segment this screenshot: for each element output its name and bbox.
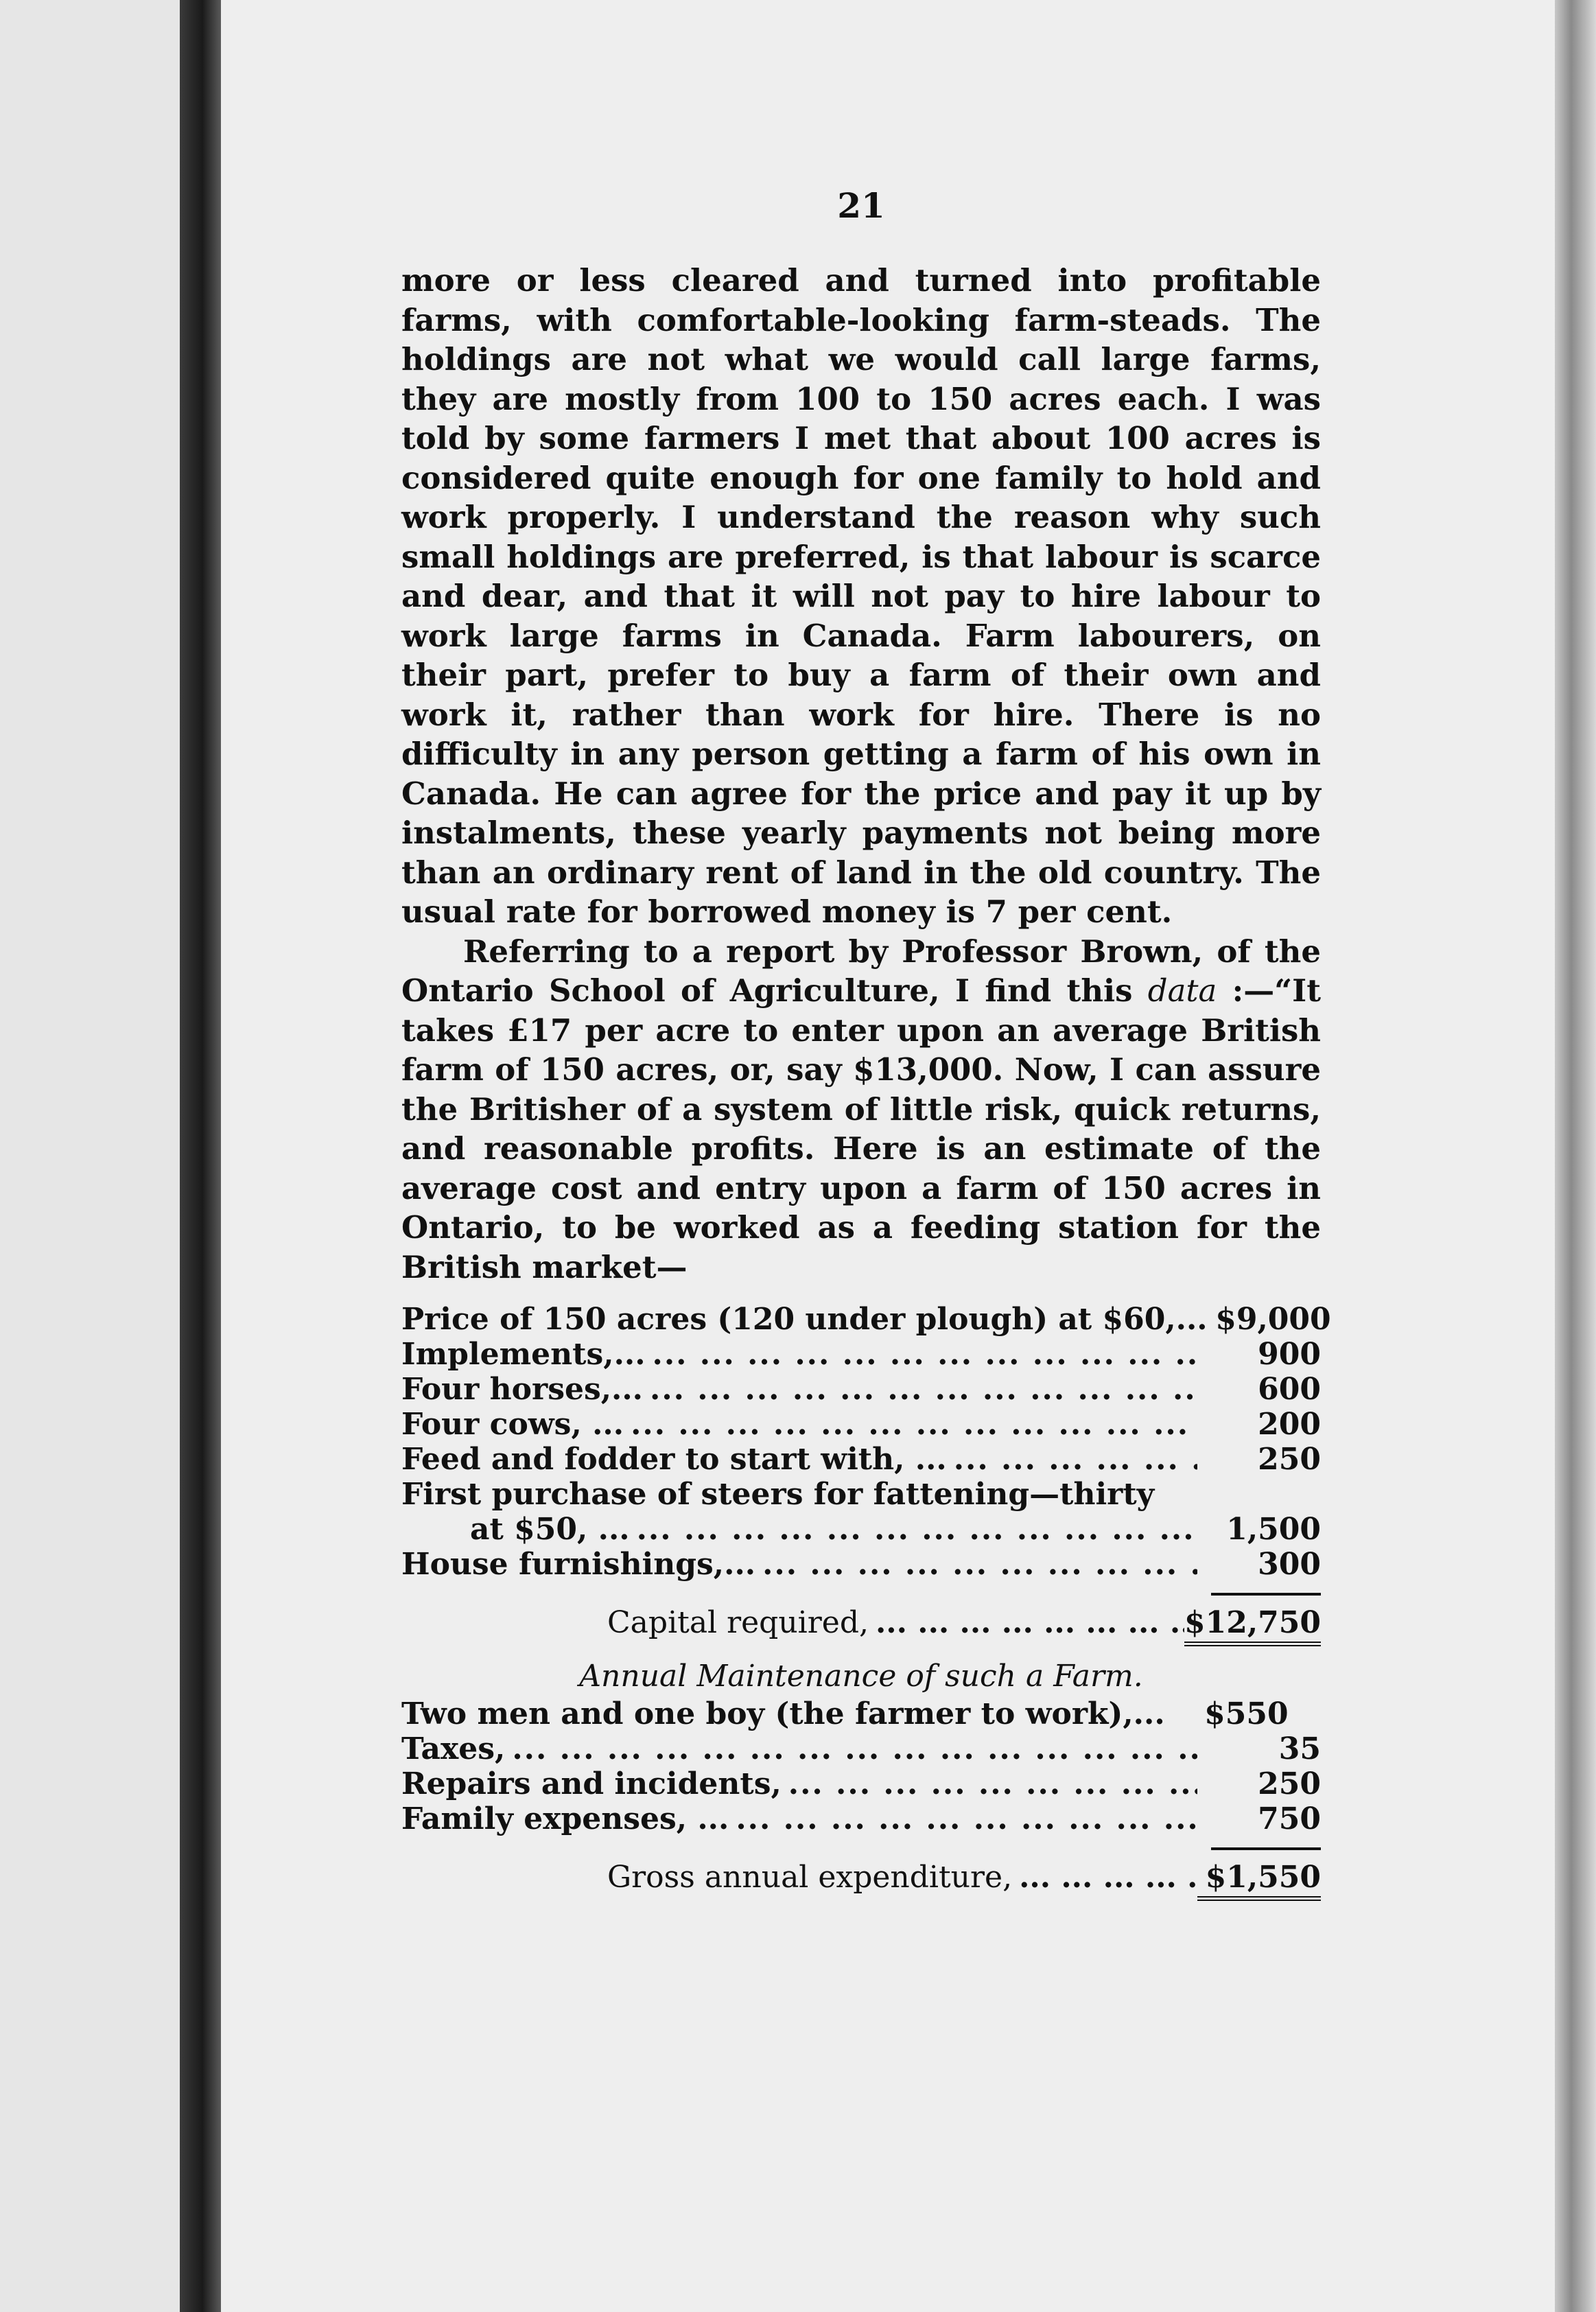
paragraph-2 [401, 932, 1321, 1287]
table-row [401, 1442, 1321, 1477]
row-amount: 1,500 [1226, 1512, 1321, 1547]
paragraph-2-text-a: Referring to a report by Professor Brown, of the Ontario School of Agriculture, I find this [401, 933, 1321, 1009]
leader-dots [643, 1372, 1197, 1407]
row-label: First purchase of steers for fattening—thirty [401, 1477, 1155, 1512]
table-row [401, 1801, 1321, 1836]
capital-total-row [401, 1605, 1321, 1646]
table-row [401, 1407, 1321, 1442]
leader-dots [782, 1766, 1197, 1801]
maintenance-heading: Annual Maintenance of such a Farm. [579, 1659, 1143, 1694]
paragraph-2-text-b: :—“It takes £17 per acre to enter upon an average British farm of 150 acres, or, say $13,000. Now, I can assure the Britisher of a system of little risk, quick returns, and reasonable profits. Here is an estimate of the average cost and entry upon a farm of 150 acres in Ontario, to be worked as a feeding station for the British market— [401, 972, 1322, 1285]
table-row [401, 1372, 1321, 1407]
leader-dots [624, 1407, 1197, 1442]
row-label: Implements,... [401, 1337, 646, 1372]
maintenance-total-row [401, 1860, 1321, 1901]
total-amount: $1,550 [1197, 1860, 1321, 1901]
table-row [401, 1731, 1321, 1766]
row-label: Family expenses, ... [401, 1801, 729, 1836]
capital-table [401, 1302, 1331, 1901]
row-label: House furnishings,... [401, 1547, 756, 1582]
page-content [401, 185, 1331, 1901]
sum-rule [1211, 1593, 1321, 1596]
maintenance-table [401, 1696, 1321, 1901]
row-label: Taxes, [401, 1731, 506, 1766]
leader-dots [646, 1337, 1197, 1372]
row-amount: 250 [1258, 1766, 1321, 1801]
row-amount: 600 [1258, 1372, 1321, 1407]
table-row [401, 1512, 1321, 1547]
table-row [401, 1302, 1331, 1337]
leader-dots [755, 1547, 1197, 1582]
row-amount: 300 [1258, 1547, 1321, 1582]
leader-dots [869, 1605, 1184, 1640]
row-amount: 200 [1258, 1407, 1321, 1442]
page-edge [1555, 0, 1596, 2312]
table-row [401, 1696, 1321, 1731]
leader-dots [630, 1512, 1197, 1547]
table-row [401, 1337, 1321, 1372]
row-label: Repairs and incidents, [401, 1766, 782, 1801]
row-amount: 750 [1258, 1801, 1321, 1836]
paragraph-2-italic: data [1147, 972, 1217, 1009]
table-row [401, 1477, 1321, 1512]
book-spine [180, 0, 221, 2312]
row-label: Four horses,... [401, 1372, 643, 1407]
row-label: Price of 150 acres (120 under plough) at $60,... [401, 1302, 1208, 1337]
row-label: Two men and one boy (the farmer to work),... [401, 1696, 1165, 1731]
total-amount: $12,750 [1184, 1605, 1321, 1646]
leader-dots [729, 1801, 1197, 1836]
total-label: Gross annual expenditure, [607, 1860, 1013, 1895]
paragraph-1: more or less cleared and turned into profitable farms, with comfortable-looking farm-steads. The holdings are not what we would call large farms, they are mostly from 100 to 150 acres each. I was told by some farmers I met that about 100 acres is considered quite enough for one family to hold and work properly. I understand the reason why such small holdings are preferred, is that labour is scarce and dear, and that it will not pay to hire labour to work large farms in Canada. Farm labourers, on their part, prefer to buy a farm of their own and work it, rather than work for hire. There is no difficulty in any person getting a farm of his own in Canada. He can agree for the price and pay it up by instalments, these yearly payments not being more than an ordinary rent of land in the old country. The usual rate for borrowed money is 7 per cent. [401, 262, 1321, 930]
row-amount: $9,000 [1215, 1302, 1331, 1337]
page-number: 21 [837, 185, 885, 226]
row-amount: $550 [1204, 1696, 1289, 1731]
total-label: Capital required, [607, 1605, 869, 1640]
row-label: at $50, ... [470, 1512, 630, 1547]
table-row [401, 1766, 1321, 1801]
sum-rule [1211, 1847, 1321, 1850]
leader-dots [947, 1442, 1197, 1477]
row-label: Feed and fodder to start with, ... [401, 1442, 947, 1477]
table-row [401, 1547, 1321, 1582]
row-label: Four cows, ... [401, 1407, 624, 1442]
row-amount: 35 [1278, 1731, 1321, 1766]
row-amount: 250 [1258, 1442, 1321, 1477]
row-amount: 900 [1258, 1337, 1321, 1372]
facing-page-edge [0, 0, 180, 2312]
leader-dots [1012, 1860, 1197, 1895]
leader-dots [505, 1731, 1197, 1766]
body-text [401, 261, 1321, 1287]
